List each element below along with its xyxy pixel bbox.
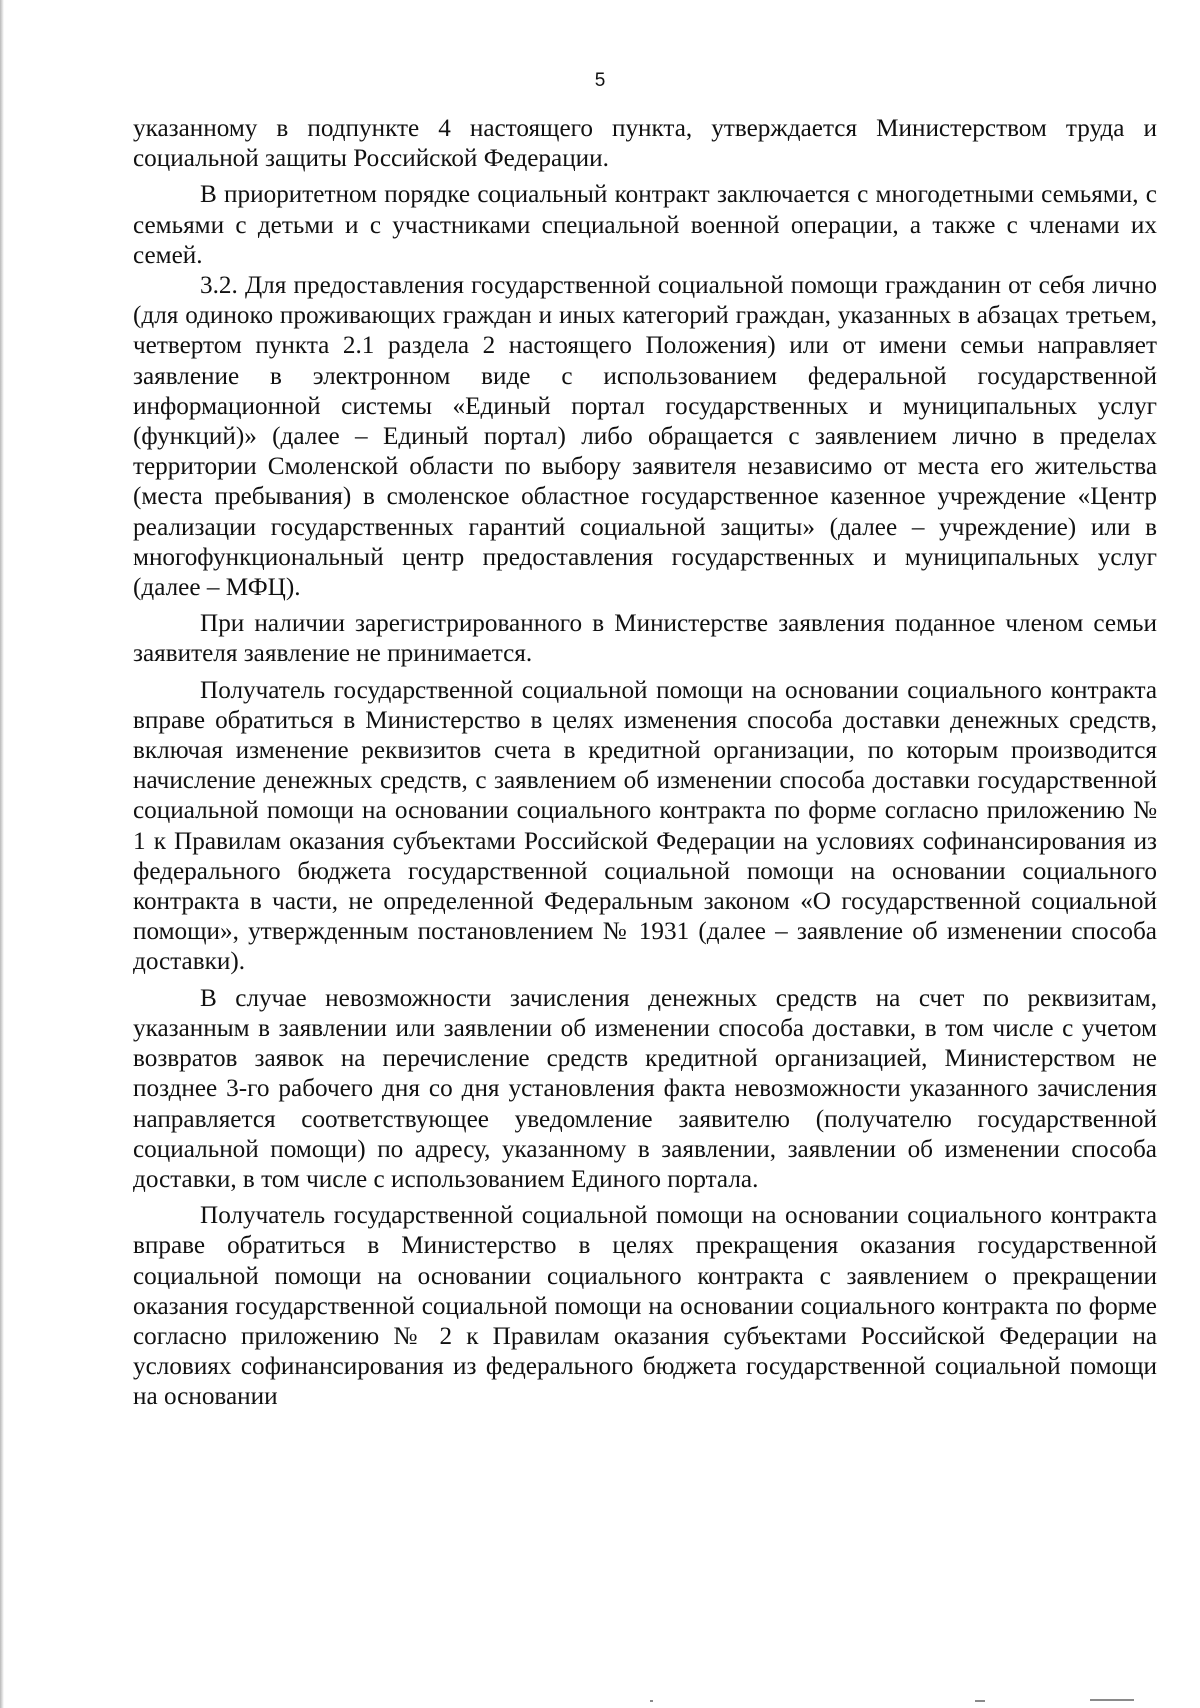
scan-artifact bbox=[975, 1700, 985, 1702]
paragraph-termination-request: Получатель государственной социальной помощи на основании социального контракта вправе обратиться в Министерство в целях прекращения оказания государственной социальной помощи на основании социального контракта с заявлением о прекращении оказания государственной социальной помощи на основании социального контракта по форме согласно приложению № 2 к Правилам оказания субъектами Российской Федерации на условиях софинансирования из федерального бюджета государственной социальной помощи на основании bbox=[133, 1202, 1157, 1411]
paragraph-priority-order: В приоритетном порядке социальный контракт заключается с многодетными семьями, с семьями с детьми и с участниками специальной военной операции, а также с членами их семей. bbox=[133, 181, 1157, 269]
paragraph-continuation: указанному в подпункте 4 настоящего пункта, утверждается Министерством труда и социальной защиты Российской Федерации. bbox=[133, 115, 1157, 173]
scan-edge-shadow bbox=[0, 0, 4, 1708]
page-number: 5 bbox=[594, 70, 606, 91]
paragraph-change-delivery-method: Получатель государственной социальной помощи на основании социального контракта вправе обратиться в Министерство в целях изменения способа доставки денежных средств, включая изменение реквизитов счета в кредитной организации, по которым производится начисление денежных средств, с заявлением об изменении способа доставки государственной социальной помощи на основании социального контракта по форме согласно приложению № 1 к Правилам оказания субъектами Российской Федерации на условиях софинансирования из федерального бюджета государственной социальной помощи на основании социального контракта в части, не определенной Федеральным законом «О государственной социальной помощи», утвержденным постановлением № 1931 (далее – заявление об изменении способа доставки). bbox=[133, 676, 1157, 976]
paragraph-registered-application: При наличии зарегистрированного в Министерстве заявления поданное членом семьи заявителя заявление не принимается. bbox=[133, 610, 1157, 668]
scan-artifact bbox=[650, 1700, 653, 1702]
document-body bbox=[133, 114, 1157, 1413]
scan-artifact bbox=[1090, 1699, 1134, 1701]
paragraph-clause-3-2: 3.2. Для предоставления государственной социальной помощи гражданин от себя лично (для одиноко проживающих граждан и иных категорий граждан, указанных в абзацах третьем, четвертом пункта 2.1 раздела 2 настоящего Положения) или от имени семьи направляет заявление в электронном виде с использованием федеральной государственной информационной системы «Единый портал государственных и муниципальных услуг (функций)» (далее – Единый портал) либо обращается с заявлением лично в пределах территории Смоленской области по выбору заявителя независимо от места его жительства (места пребывания) в смоленское областное государственное казенное учреждение «Центр реализации государственных гарантий социальной защиты» (далее – учреждение) или в многофункциональный центр предоставления государственных и муниципальных услуг (далее – МФЦ). bbox=[133, 272, 1157, 602]
paragraph-impossible-transfer: В случае невозможности зачисления денежных средств на счет по реквизитам, указанным в заявлении или заявлении об изменении способа доставки, в том числе с учетом возвратов заявок на перечисление средств кредитной организацией, Министерством не позднее 3-го рабочего дня со дня установления факта невозможности указанного зачисления направляется соответствующее уведомление заявителю (получателю государственной социальной помощи) по адресу, указанному в заявлении, заявлении об изменении способа доставки, в том числе с использованием Единого портала. bbox=[133, 984, 1157, 1193]
